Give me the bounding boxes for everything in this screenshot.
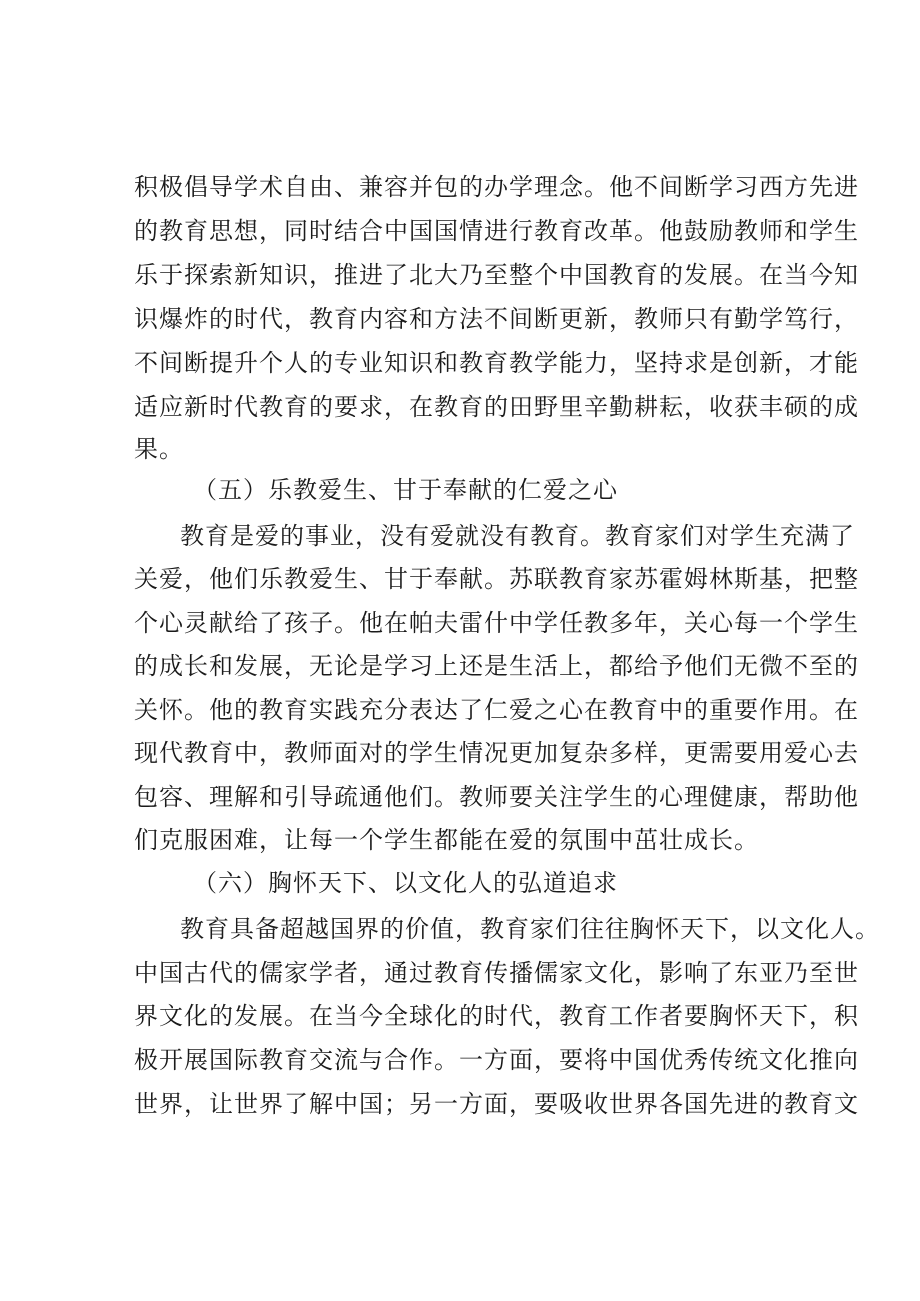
body-text-line: 适应新时代教育的要求，在教育的田野里辛勤耕耘，收获丰硕的成 xyxy=(134,393,859,421)
body-text-line: 教育具备超越国界的价值，教育家们往往胸怀天下，以文化人。 xyxy=(180,915,880,943)
body-text-line: 识爆炸的时代，教育内容和方法不间断更新，教师只有勤学笃行， xyxy=(134,305,859,333)
body-text-line: 个心灵献给了孩子。他在帕夫雷什中学任教多年，关心每一个学生 xyxy=(134,609,859,637)
body-text-line: 中国古代的儒家学者，通过教育传播儒家文化，影响了东亚乃至世 xyxy=(134,959,859,987)
body-text-line: 关爱，他们乐教爱生、甘于奉献。苏联教育家苏霍姆林斯基，把整 xyxy=(134,565,859,593)
body-text-line: 教育是爱的事业，没有爱就没有教育。教育家们对学生充满了 xyxy=(180,522,855,550)
body-text-line: 关怀。他的教育实践充分表达了仁爱之心在教育中的重要作用。在 xyxy=(134,696,859,724)
body-text-line: 积极倡导学术自由、兼容并包的办学理念。他不间断学习西方先进 xyxy=(134,173,859,201)
body-text-line: 包容、理解和引导疏通他们。教师要关注学生的心理健康，帮助他 xyxy=(134,783,859,811)
body-text-line: 世界，让世界了解中国；另一方面，要吸收世界各国先进的教育文 xyxy=(134,1090,859,1118)
body-text-line: 们克服困难，让每一个学生都能在爱的氛围中茁壮成长。 xyxy=(134,826,759,854)
body-text-line: 果。 xyxy=(134,435,184,463)
section-heading-6: （六）胸怀天下、以文化人的弘道追求 xyxy=(193,869,618,897)
body-text-line: 的成长和发展，无论是学习上还是生活上，都给予他们无微不至的 xyxy=(134,652,859,680)
body-text-line: 现代教育中，教师面对的学生情况更加复杂多样，更需要用爱心去 xyxy=(134,739,859,767)
body-text-line: 不间断提升个人的专业知识和教育教学能力，坚持求是创新，才能 xyxy=(134,349,859,377)
body-text-line: 极开展国际教育交流与合作。一方面，要将中国优秀传统文化推向 xyxy=(134,1046,859,1074)
body-text-line: 乐于探索新知识，推进了北大乃至整个中国教育的发展。在当今知 xyxy=(134,261,859,289)
section-heading-5: （五）乐教爱生、甘于奉献的仁爱之心 xyxy=(193,476,618,504)
body-text-line: 的教育思想，同时结合中国国情进行教育改革。他鼓励教师和学生 xyxy=(134,217,859,245)
body-text-line: 界文化的发展。在当今全球化的时代，教育工作者要胸怀天下，积 xyxy=(134,1002,859,1030)
